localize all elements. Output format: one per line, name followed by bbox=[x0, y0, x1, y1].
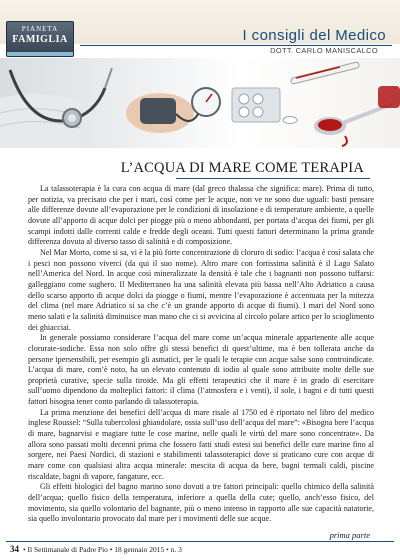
paragraph: Nel Mar Morto, come si sa, vi è la più forte concentrazione di cloruro di sodio: l’acqua è così salata che i pesci non possono viverci (da qui il suo nome). Altro mare con fortissima salinità è il Lago Salato nell’America del Nord. In acque così mineralizzate la densità è tale che i bagnanti non possono tuffarsi: galleggiano come sughero. Il Mediterraneo ha una salinità elevata più bassa nell’Alto Adriatico a causa dello scarso apporto di acque dolci da piogge o fiumi, mentre l’evaporazione è accentuata per la mitezza del clima (nel mare Adriatico si sa che c’è un grande apporto di acque di fiumi). I mari del Nord sono meno salati e la salinità diminuisce man mano che ci si avvicina al circolo polare artico per lo scioglimento dei ghiacciai. bbox=[28, 247, 374, 332]
medicine-spoon-icon bbox=[314, 86, 400, 146]
photo-illustration bbox=[0, 58, 400, 148]
paragraph: La talassoterapia è la cura con acqua di mare (dal greco thalassa che significa: mare). Prima di tutto, per notizia, va precisato che per i mari, così come per le acque, non ve ne sono due uguali: basti pensare alle differenze dovute all’evaporazione per le condizioni di insolazione e di temperature ambiente, a quelle dovute all’apporto di acque dolci per piogge più o meno abbondanti, per portata d’acqua dei fiumi, per gli scampi indotti dalle correnti calde e fredde degli oceani. Tutti questi fattori determinano la prima grande differenza dovuta al diverso tasso di salinità e di composizione. bbox=[28, 184, 374, 247]
blood-pressure-cuff-icon bbox=[126, 88, 220, 133]
article-title: L’ACQUA DI MARE COME TERAPIA bbox=[120, 160, 364, 176]
paragraph: In generale possiamo considerare l’acqua del mare come un’acqua minerale appartenente alle acque clorurate-sodiche. Essa non solo offre gli stessi benefici di quest’ultime, ma è ben tollerata anche da persone ipersensibili, per esempio gli asmatici, per le quali le terapie con acque salse sono controindicate. L’acqua di mare, com’è noto, ha un elevato contenuto di iodio al quale sono attribuite molte delle sue proprietà curative, specie sulla tiroide. Ma gli effetti terapeutici che il mare è in grado di esercitare sull’uomo dipendono da molteplici fattori: il clima (l’atmosfera e i venti), il sole, i bagni e di tutti questi fattori bisogna tener conto parlando di talassoterapia. bbox=[28, 333, 374, 407]
footer-publication: • Il Settimanale di Padre Pio • 18 gennaio 2015 • n. 3 bbox=[23, 545, 182, 554]
footer-content bbox=[10, 544, 182, 554]
logo-line-1: PIANETA bbox=[21, 25, 59, 33]
page-number: 34 bbox=[10, 544, 19, 554]
page-header bbox=[0, 0, 400, 58]
section-logo bbox=[6, 21, 74, 57]
page-footer bbox=[6, 541, 394, 556]
rubric-title: I consigli del Medico bbox=[242, 27, 386, 44]
logo-line-2: FAMIGLIA bbox=[12, 34, 68, 45]
medical-photo-collage bbox=[0, 58, 400, 148]
article-signoff: prima parte bbox=[329, 530, 370, 540]
article-body bbox=[28, 184, 374, 525]
paragraph: La prima menzione dei benefici dell’acqua di mare risale al 1750 ed è riportato nel libro del medico inglese Roussel: “Sulla tubercolosi ghiandolare, ossia sull’uso dell’acqua del mare”: «Bisogna bere l’acqua di mare, bagnarvisi e magiare tutte le cose marine, nelle quali le virtù del mare sono concentrate». Da allora sono passati molti decenni prima che fossero fatti studi estesi sui benefici delle cure marine fino al sorgere, nei Paesi Nordici, di stazioni e stabilimenti talassoterapici dove si praticano cure con acque di mare come con qualsiasi altra acqua minerale: mescita di acqua da bere, bagni termali caldi, piscine riscaldate, bagni di vapore, fangature, ecc. bbox=[28, 407, 374, 481]
pill-blister-icon bbox=[232, 88, 297, 124]
author-name: DOTT. CARLO MANISCALCO bbox=[270, 46, 378, 55]
logo-stripe bbox=[7, 52, 73, 56]
thermometer-icon bbox=[290, 62, 359, 85]
title-rule bbox=[176, 178, 370, 179]
paragraph: Gli effetti biologici del bagno marino sono dovuti a tre fattori principali: quello chimico della salinità dell’acqua; quello fisico della temperatura, inferiore a quella della cute; quello, anch’esso fisico, del movimento, sia quello volontario del bagnante, più o meno intenso in rapporto alle sue capacità natatorie, sia quello involontario provocato dal mare per i movimenti delle sue acque. bbox=[28, 482, 374, 524]
